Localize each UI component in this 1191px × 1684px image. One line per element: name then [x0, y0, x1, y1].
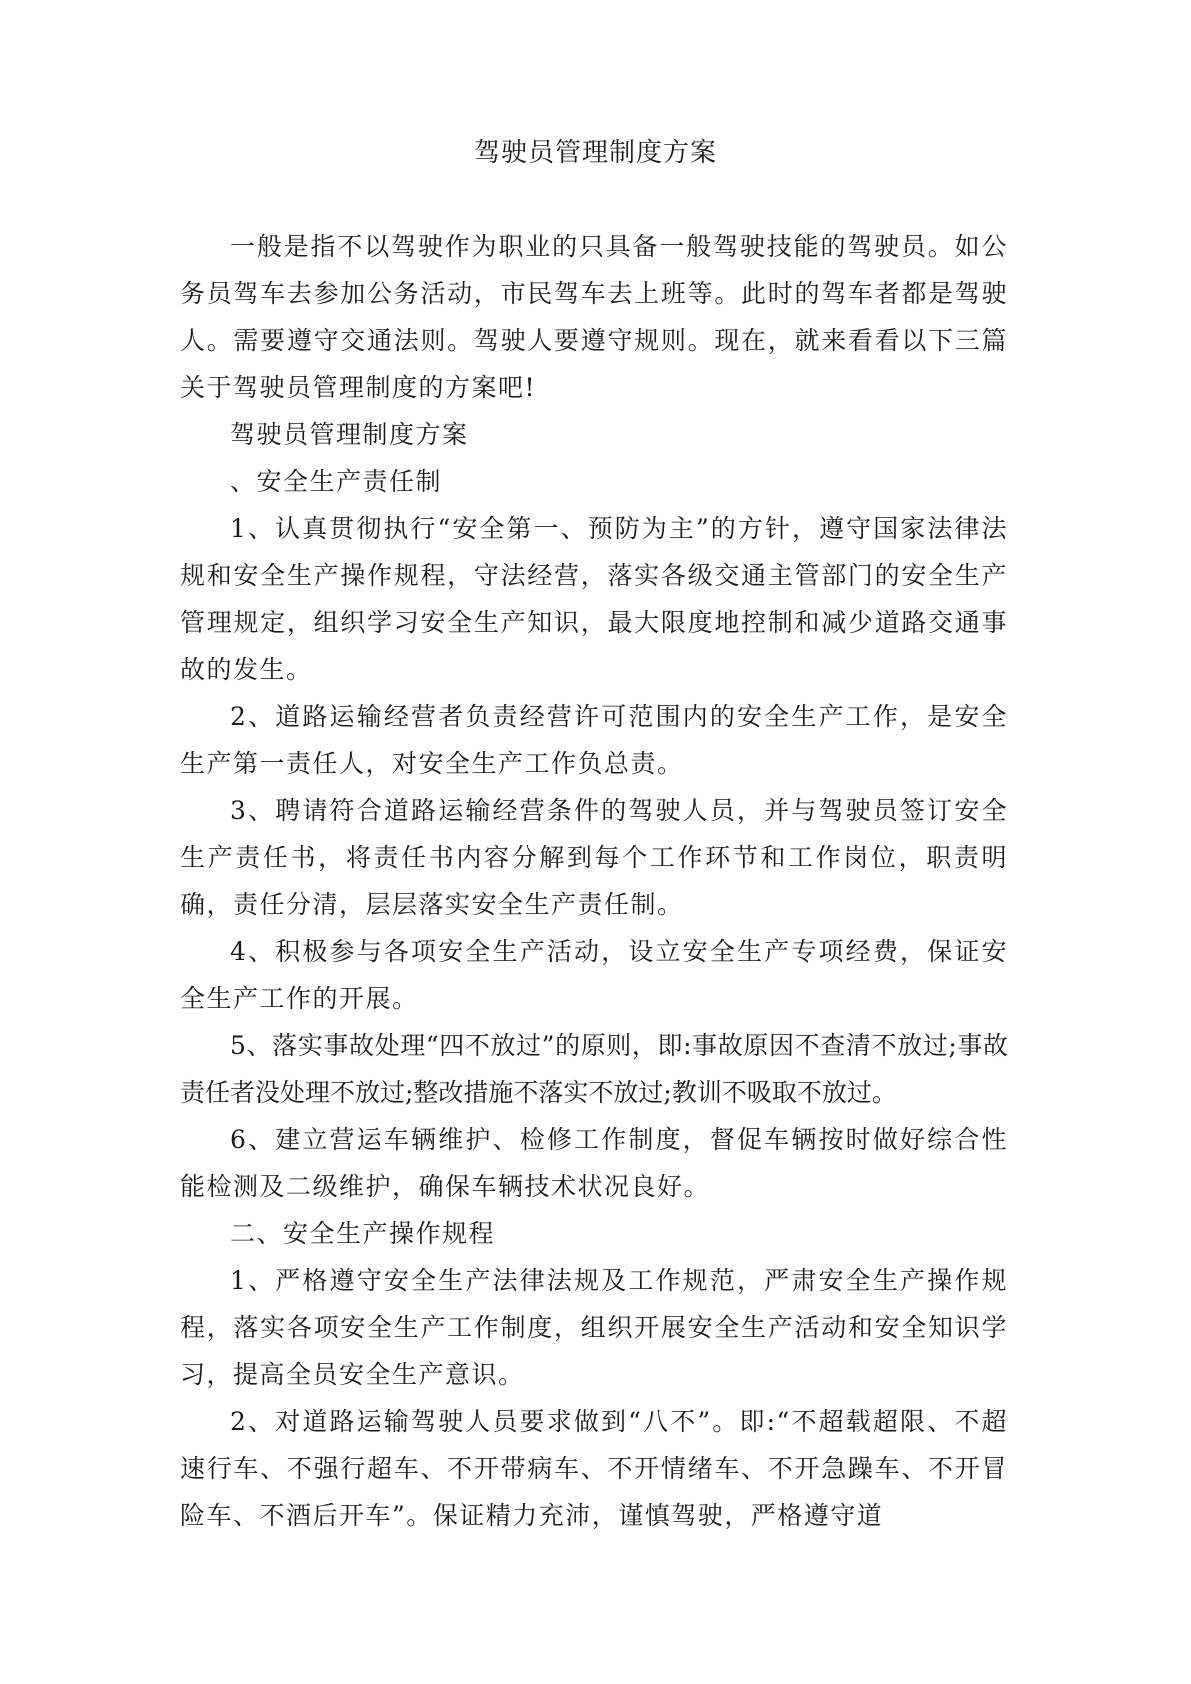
intro-paragraph: 一般是指不以驾驶作为职业的只具备一般驾驶技能的驾驶员。如公务员驾车去参加公务活动，市民驾车去上班等。此时的驾车者都是驾驶人。需要遵守交通法则。驾驶人要遵守规则。现在，就来看看以下三篇关于驾驶员管理制度的方案吧!	[180, 232, 1008, 402]
section2-item-1: 1、严格遵守安全生产法律法规及工作规范，严肃安全生产操作规程，落实各项安全生产工作制度，组织开展安全生产活动和安全知识学习，提高全员安全生产意识。	[180, 1266, 1008, 1389]
section1-item-5: 5、落实事故处理“四不放过”的原则，即:事故原因不查清不放过;事故责任者没处理不放过;整改措施不落实不放过;教训不吸取不放过。	[180, 1031, 1008, 1107]
section1-item-1: 1、认真贯彻执行“安全第一、预防为主”的方针，遵守国家法律法规和安全生产操作规程，守法经营，落实各级交通主管部门的安全生产管理规定，组织学习安全生产知识，最大限度地控制和减少道路交通事故的发生。	[180, 514, 1008, 684]
section-heading-1: 、安全生产责任制	[230, 467, 443, 496]
section-heading-2: 二、安全生产操作规程	[230, 1219, 496, 1248]
document-title: 驾驶员管理制度方案	[473, 138, 717, 168]
document-body	[180, 223, 1008, 1539]
section1-item-4: 4、积极参与各项安全生产活动，设立安全生产专项经费，保证安全生产工作的开展。	[180, 937, 1008, 1013]
subtitle-paragraph: 驾驶员管理制度方案	[230, 420, 469, 449]
section1-item-2: 2、道路运输经营者负责经营许可范围内的安全生产工作，是安全生产第一责任人，对安全生产工作负总责。	[180, 702, 1008, 778]
section1-item-3: 3、聘请符合道路运输经营条件的驾驶人员，并与驾驶员签订安全生产责任书，将责任书内容分解到每个工作环节和工作岗位，职责明确，责任分清，层层落实安全生产责任制。	[180, 796, 1008, 919]
section2-item-2: 2、对道路运输驾驶人员要求做到“八不”。即:“不超载超限、不超速行车、不强行超车、不开带病车、不开情绪车、不开急躁车、不开冒险车、不酒后开车”。保证精力充沛，谨慎驾驶，严格遵守道	[180, 1407, 1008, 1530]
section1-item-6: 6、建立营运车辆维护、检修工作制度，督促车辆按时做好综合性能检测及二级维护，确保车辆技术状况良好。	[180, 1125, 1008, 1201]
